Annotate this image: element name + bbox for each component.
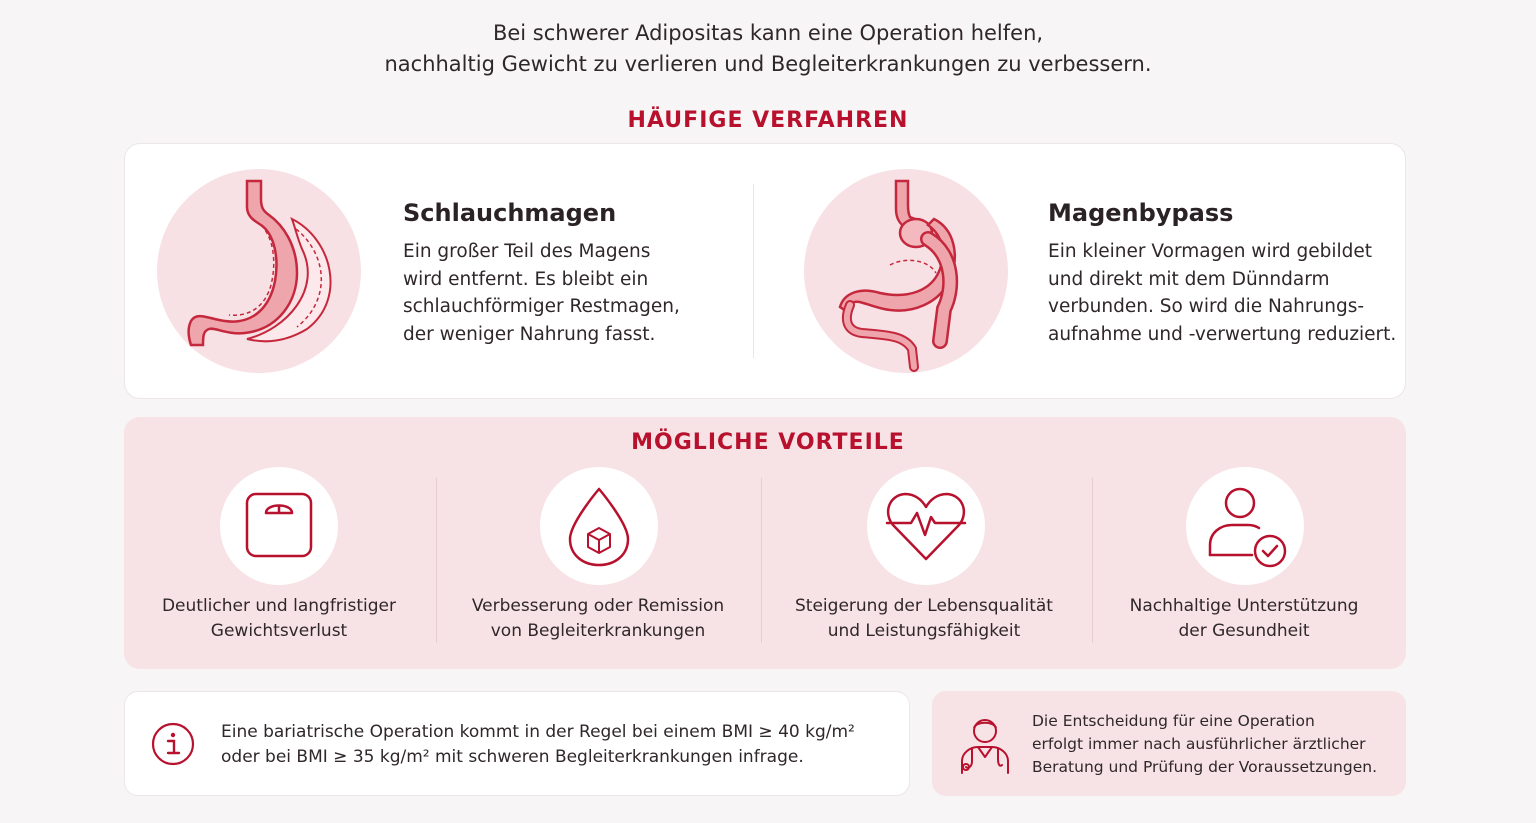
procedures-card	[124, 143, 1406, 399]
doctor-note-card	[932, 691, 1406, 796]
bypass-illustration-bg	[804, 169, 1008, 373]
benefit-divider-2	[761, 478, 762, 643]
benefit-divider-1	[436, 478, 437, 643]
sleeve-stomach-icon	[157, 169, 361, 373]
intro-line-1: Bei schwerer Adipositas kann eine Operation helfen,	[492, 21, 1044, 45]
benefit-icon-bg-disease	[540, 467, 658, 585]
blood-drop-icon	[540, 467, 658, 585]
heart-pulse-icon	[867, 467, 985, 585]
benefit-divider-3	[1092, 478, 1093, 643]
gastric-bypass-icon	[804, 169, 1008, 373]
sleeve-illustration-bg	[157, 169, 361, 373]
procedures-heading: HÄUFIGE VERFAHREN	[627, 108, 909, 133]
bmi-info-text: Eine bariatrische Operation kommt in der Regel bei einem BMI ≥ 40 kg/m² oder bei BMI ≥ 35 kg/m² mit schweren Begleiterkrankungen infrage.	[221, 722, 855, 767]
doctor-icon	[956, 713, 1014, 775]
benefits-heading: MÖGLICHE VORTEILE	[631, 430, 905, 455]
benefit-icon-bg-health	[1186, 467, 1304, 585]
procedure-text-bypass: Ein kleiner Vormagen wird gebildet und direkt mit dem Dünndarm verbunden. So wird die Nahrungs- aufnahme und -verwertung reduziert.	[1048, 241, 1397, 345]
benefit-text-quality: Steigerung der Lebensqualität und Leistungsfähigkeit	[795, 596, 1053, 641]
procedure-title-bypass: Magenbypass	[1048, 199, 1234, 227]
benefit-icon-bg-weight	[220, 467, 338, 585]
scale-icon	[220, 467, 338, 585]
benefit-text-weight: Deutlicher und langfristiger Gewichtsverlust	[161, 596, 397, 641]
doctor-note-text: Die Entscheidung für eine Operation erfolgt immer nach ausführlicher ärztlicher Beratung und Prüfung der Voraussetzungen.	[1032, 712, 1378, 776]
intro-text	[0, 18, 1536, 80]
intro-line-2: nachhaltig Gewicht zu verlieren und Begleiterkrankungen zu verbessern.	[384, 52, 1152, 76]
procedure-text-sleeve: Ein großer Teil des Magens wird entfernt. Es bleibt ein schlauchförmiger Restmagen, der weniger Nahrung fasst.	[403, 241, 680, 345]
benefit-text-disease: Verbesserung oder Remission von Begleiterkrankungen	[471, 596, 725, 641]
bmi-info-card	[124, 691, 910, 796]
benefit-icon-bg-quality	[867, 467, 985, 585]
procedure-title-sleeve: Schlauchmagen	[403, 199, 617, 227]
procedures-divider	[753, 184, 754, 358]
person-check-icon	[1186, 467, 1304, 585]
benefit-text-health: Nachhaltige Unterstützung der Gesundheit	[1129, 596, 1359, 641]
info-icon	[151, 722, 195, 766]
